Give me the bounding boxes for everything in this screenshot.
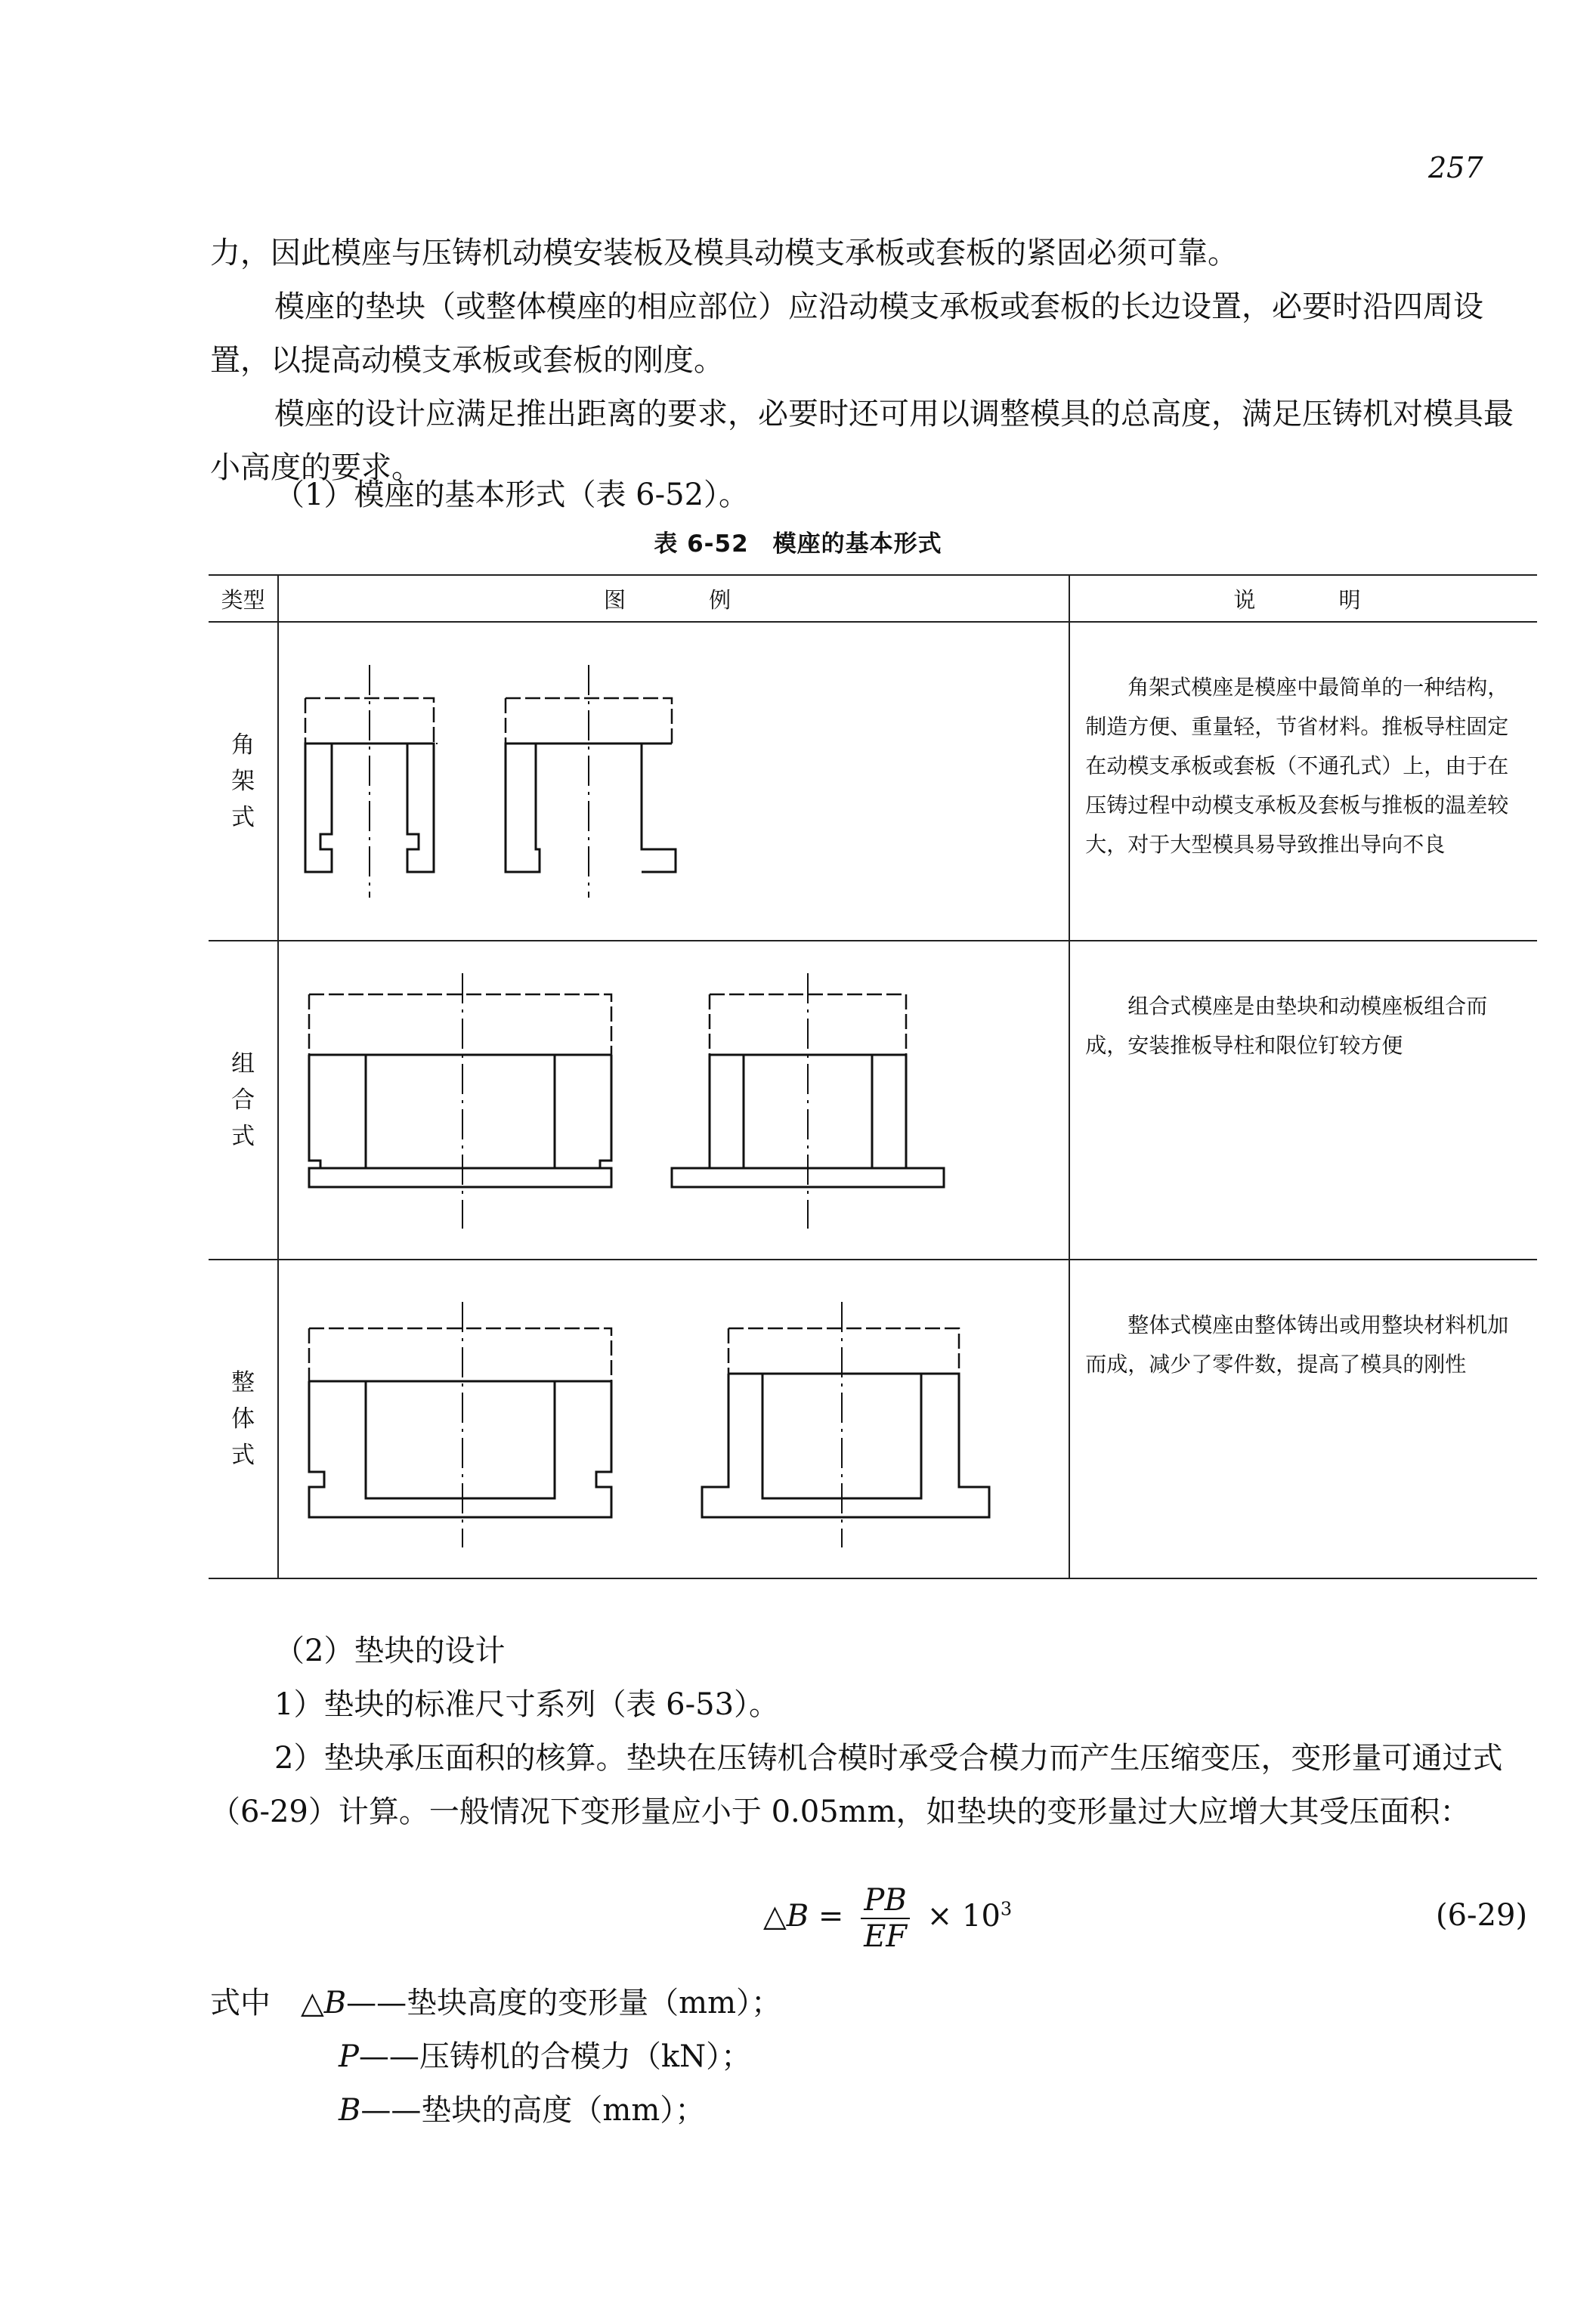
figure-cell [278, 1260, 1069, 1578]
integral-right-drawing [702, 1302, 989, 1547]
description-cell: 组合式模座是由垫块和动模座板组合而成，安装推板导柱和限位钉较方便 [1069, 941, 1537, 1260]
angle-frame-left-drawing [305, 665, 438, 898]
header-description: 说 明 [1069, 575, 1537, 622]
angle-frame-right-drawing [506, 665, 676, 898]
description-cell: 整体式模座由整体铸出或用整块材料机加而成，减少了零件数，提高了模具的刚性 [1069, 1260, 1537, 1578]
mold-base-table [209, 574, 1537, 1579]
integral-base-figure [279, 1260, 1087, 1578]
paragraph-1: 力，因此模座与压铸机动模安装板及模具动模支承板或套板的紧固必须可靠。 [210, 236, 1238, 271]
header-figure: 图 例 [278, 575, 1069, 622]
equation-numerator: PB [861, 1883, 910, 1919]
page-number: 257 [1428, 151, 1483, 184]
variable-item: P——压铸机的合模力（kN）； [339, 2039, 752, 2074]
section-heading: （2）垫块的设计 [274, 1634, 506, 1668]
table-row [209, 941, 1537, 1260]
paragraph-6: 2）垫块承压面积的核算。垫块在压铸机合模时承受合模力而产生压缩变压，变形量可通过式（6-29）计算。一般情况下变形量应小于 0.05mm，如垫块的变形量过大应增大其受压面积： [210, 1741, 1503, 1829]
combined-left-drawing [309, 973, 611, 1229]
equation-exponent: 3 [1000, 1898, 1013, 1920]
equation-tail: × 10 [926, 1899, 1001, 1934]
equation-lhs: △B = [763, 1899, 844, 1934]
figure-cell [278, 622, 1069, 941]
paragraph-3: 模座的设计应满足推出距离的要求，必要时还可用以调整模具的总高度，满足压铸机对模具最小高度的要求。 [210, 397, 1514, 485]
header-type: 类型 [209, 575, 278, 622]
equation-denominator: EF [864, 1919, 908, 1954]
equation-6-29 [763, 1883, 1012, 1954]
table-header-row [209, 575, 1537, 622]
variable-item: B——垫块的高度（mm）； [339, 2093, 706, 2128]
equation-fraction [861, 1883, 910, 1954]
paragraph-4: （1）模座的基本形式（表 6-52）。 [274, 478, 750, 512]
variable-item: 式中 △B——垫块高度的变形量（mm）； [210, 1986, 782, 2020]
combined-base-figure [279, 941, 1087, 1259]
paragraph-2: 模座的垫块（或整体模座的相应部位）应沿动模支承板或套板的长边设置，必要时沿四周设置，以提高动模支承板或套板的刚度。 [210, 289, 1483, 378]
type-cell: 整 体 式 [209, 1260, 278, 1578]
variable-list [210, 1977, 781, 2138]
integral-left-drawing [309, 1302, 611, 1547]
paragraph-5: 1）垫块的标准尺寸系列（表 6-53）。 [274, 1687, 780, 1722]
table-row [209, 1260, 1537, 1578]
table-caption: 表 6-52 模座的基本形式 [654, 530, 942, 558]
angle-frame-base-figure [279, 623, 1087, 940]
type-cell: 组 合 式 [209, 941, 278, 1260]
type-cell: 角 架 式 [209, 622, 278, 941]
equation-number: (6-29) [1436, 1898, 1528, 1933]
description-cell: 角架式模座是模座中最简单的一种结构，制造方便、重量轻，节省材料。推板导柱固定在动模支承板或套板（不通孔式）上，由于在压铸过程中动模支承板及套板与推板的温差较大，对于大型模具易导致推出导向不良 [1069, 622, 1537, 941]
figure-cell [278, 941, 1069, 1260]
combined-right-drawing [672, 973, 944, 1229]
table-row [209, 622, 1537, 941]
